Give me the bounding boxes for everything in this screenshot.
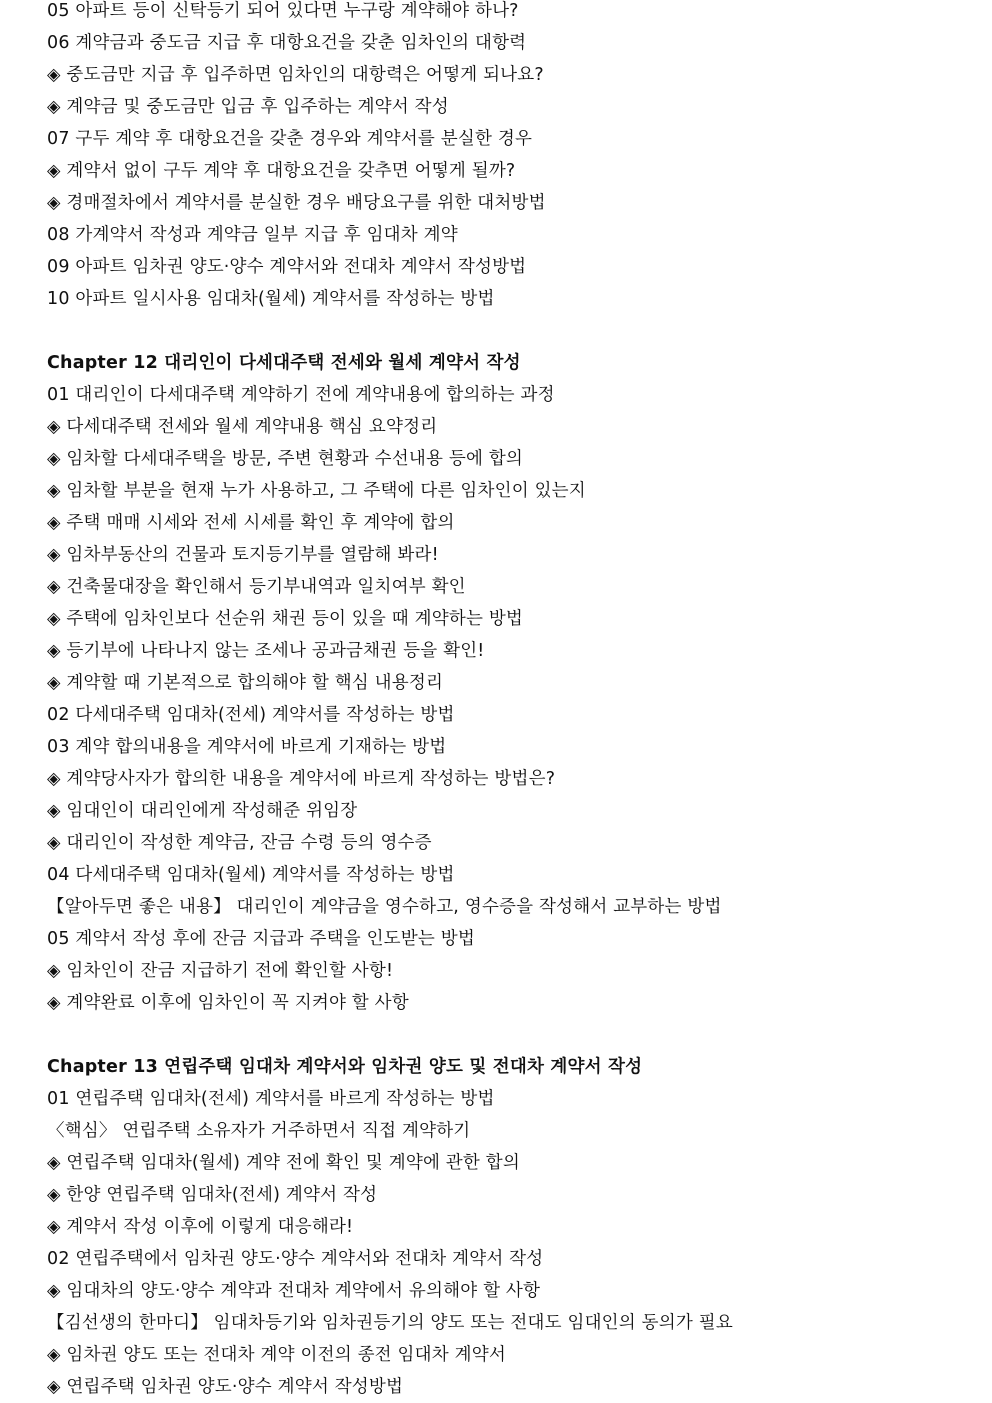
toc-line: ◈ 임대차의 양도·양수 계약과 전대차 계약에서 유의해야 할 사항 [47, 1281, 541, 1301]
toc-line: 【알아두면 좋은 내용】 대리인이 계약금을 영수하고, 영수증을 작성해서 교부하는 방법 [47, 897, 722, 917]
toc-line: 09 아파트 임차권 양도·양수 계약서와 전대차 계약서 작성방법 [47, 257, 527, 277]
toc-line: 01 연립주택 임대차(전세) 계약서를 바르게 작성하는 방법 [47, 1089, 495, 1109]
section-chapter-12 [47, 347, 967, 1019]
toc-line: 07 구두 계약 후 대항요건을 갖춘 경우와 계약서를 분실한 경우 [47, 129, 533, 149]
document-page [47, 0, 967, 1403]
toc-line: 【김선생의 한마디】 임대차등기와 임차권등기의 양도 또는 전대도 임대인의 동의가 필요 [47, 1313, 733, 1333]
section-gap [47, 1019, 967, 1051]
chapter-12-title: Chapter 12 대리인이 다세대주택 전세와 월세 계약서 작성 [47, 353, 521, 373]
toc-line: 05 아파트 등이 신탁등기 되어 있다면 누구랑 계약해야 하나? [47, 1, 519, 21]
toc-line: ◈ 연립주택 임대차(월세) 계약 전에 확인 및 계약에 관한 합의 [47, 1153, 520, 1173]
toc-line: ◈ 한양 연립주택 임대차(전세) 계약서 작성 [47, 1185, 378, 1205]
toc-line: ◈ 다세대주택 전세와 월세 계약내용 핵심 요약정리 [47, 417, 438, 437]
toc-line: ◈ 대리인이 작성한 계약금, 잔금 수령 등의 영수증 [47, 833, 432, 853]
toc-line: ◈ 계약당사자가 합의한 내용을 계약서에 바르게 작성하는 방법은? [47, 769, 556, 789]
toc-line: 10 아파트 일시사용 임대차(월세) 계약서를 작성하는 방법 [47, 289, 495, 309]
toc-line: ◈ 등기부에 나타나지 않는 조세나 공과금채권 등을 확인! [47, 641, 485, 661]
section-gap [47, 315, 967, 347]
toc-line: ◈ 계약완료 이후에 임차인이 꼭 지켜야 할 사항 [47, 993, 409, 1013]
toc-line: ◈ 건축물대장을 확인해서 등기부내역과 일치여부 확인 [47, 577, 466, 597]
toc-line: ◈ 계약서 작성 이후에 이렇게 대응해라! [47, 1217, 354, 1237]
section-chapter-13 [47, 1051, 967, 1403]
toc-line: 05 계약서 작성 후에 잔금 지급과 주택을 인도받는 방법 [47, 929, 475, 949]
toc-line: 02 다세대주택 임대차(전세) 계약서를 작성하는 방법 [47, 705, 455, 725]
section-apartment-contracts [47, 0, 967, 315]
toc-line: ◈ 임대인이 대리인에게 작성해준 위임장 [47, 801, 358, 821]
toc-line: ◈ 계약할 때 기본적으로 합의해야 할 핵심 내용정리 [47, 673, 444, 693]
toc-line: ◈ 주택 매매 시세와 전세 시세를 확인 후 계약에 합의 [47, 513, 455, 533]
toc-line: ◈ 임차인이 잔금 지급하기 전에 확인할 사항! [47, 961, 394, 981]
chapter-13-title: Chapter 13 연립주택 임대차 계약서와 임차권 양도 및 전대차 계약서 작성 [47, 1057, 643, 1077]
toc-line: ◈ 임차할 다세대주택을 방문, 주변 현황과 수선내용 등에 합의 [47, 449, 524, 469]
toc-line: ◈ 계약서 없이 구두 계약 후 대항요건을 갖추면 어떻게 될까? [47, 161, 516, 181]
toc-line: 03 계약 합의내용을 계약서에 바르게 기재하는 방법 [47, 737, 447, 757]
toc-line: 04 다세대주택 임대차(월세) 계약서를 작성하는 방법 [47, 865, 455, 885]
toc-line: 01 대리인이 다세대주택 계약하기 전에 계약내용에 합의하는 과정 [47, 385, 555, 405]
toc-line: ◈ 임차부동산의 건물과 토지등기부를 열람해 봐라! [47, 545, 439, 565]
toc-line: ◈ 중도금만 지급 후 입주하면 임차인의 대항력은 어떻게 되나요? [47, 65, 544, 85]
toc-line: 〈핵심〉 연립주택 소유자가 거주하면서 직접 계약하기 [47, 1121, 471, 1141]
toc-line: ◈ 임차할 부분을 현재 누가 사용하고, 그 주택에 다른 임차인이 있는지 [47, 481, 586, 501]
toc-line: 02 연립주택에서 임차권 양도·양수 계약서와 전대차 계약서 작성 [47, 1249, 544, 1269]
toc-line: ◈ 임차권 양도 또는 전대차 계약 이전의 종전 임대차 계약서 [47, 1345, 506, 1365]
toc-line: 08 가계약서 작성과 계약금 일부 지급 후 임대차 계약 [47, 225, 458, 245]
toc-line: ◈ 연립주택 임차권 양도·양수 계약서 작성방법 [47, 1377, 404, 1397]
toc-line: ◈ 주택에 임차인보다 선순위 채권 등이 있을 때 계약하는 방법 [47, 609, 524, 629]
toc-line: 06 계약금과 중도금 지급 후 대항요건을 갖춘 임차인의 대항력 [47, 33, 527, 53]
toc-line: ◈ 계약금 및 중도금만 입금 후 입주하는 계약서 작성 [47, 97, 449, 117]
toc-line: ◈ 경매절차에서 계약서를 분실한 경우 배당요구를 위한 대처방법 [47, 193, 546, 213]
